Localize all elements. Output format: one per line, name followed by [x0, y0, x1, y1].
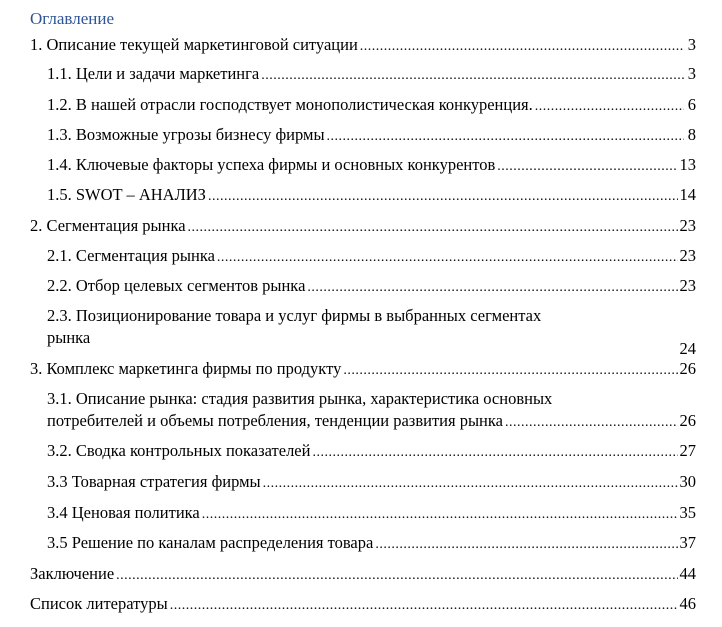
- toc-entry-label: 3.3 Товарная стратегия фирмы: [47, 472, 261, 491]
- toc-entry-page: 37: [679, 533, 696, 552]
- toc-entry-label: 1.5. SWOT – АНАЛИЗ: [47, 185, 206, 204]
- toc-entry[interactable]: [47, 124, 696, 148]
- toc-entry[interactable]: [30, 215, 696, 239]
- dot-leader: [170, 595, 678, 617]
- toc-entry-page: 44: [679, 564, 696, 583]
- toc-entry-page: 27: [679, 441, 696, 460]
- toc-entry[interactable]: [30, 593, 696, 617]
- toc-entry-label: Заключение: [30, 564, 115, 583]
- toc-entry-label-line1: 3.1. Описание рынка: стадия развития рынка, характеристика основных: [47, 389, 553, 408]
- toc-title: Оглавление: [30, 9, 114, 28]
- toc-entry-label: 1.2. В нашей отрасли господствует монополистическая конкуренция.: [47, 95, 533, 114]
- toc-entry-page: 46: [679, 594, 696, 613]
- toc-entry[interactable]: [47, 440, 696, 464]
- toc-entry[interactable]: [47, 63, 696, 87]
- dot-leader: [202, 504, 678, 526]
- toc-entry-label: 3.2. Сводка контрольных показателей: [47, 441, 311, 460]
- dot-leader: [505, 412, 678, 434]
- toc-entry-page: 23: [679, 246, 696, 265]
- toc-entry-label: Список литературы: [30, 594, 168, 613]
- toc-entry[interactable]: [47, 184, 696, 208]
- toc-entry-page: 3: [687, 64, 696, 83]
- toc-entry-page: 3: [687, 35, 696, 54]
- dot-leader: [263, 473, 678, 495]
- toc-entry-label: 1. Описание текущей маркетинговой ситуации: [30, 35, 358, 54]
- toc-entry-page: 14: [679, 185, 696, 204]
- toc-entry[interactable]: [47, 275, 696, 299]
- toc-entry[interactable]: [47, 154, 696, 178]
- dot-leader: [116, 565, 677, 587]
- toc-entry-label-line1: 2.3. Позиционирование товара и услуг фирмы в выбранных сегментах: [47, 306, 542, 325]
- toc-entry[interactable]: [47, 532, 696, 556]
- toc-entry-label: 1.4. Ключевые факторы успеха фирмы и основных конкурентов: [47, 155, 496, 174]
- toc-entry-page: 26: [679, 359, 696, 378]
- toc-entry-page: 23: [679, 276, 696, 295]
- toc-entry[interactable]: [30, 358, 696, 382]
- toc-entry[interactable]: [47, 388, 696, 434]
- dot-leader: [343, 360, 677, 382]
- dot-leader: [188, 217, 678, 239]
- dot-leader: [327, 126, 684, 148]
- dot-leader: [375, 534, 677, 556]
- toc-entry-label: 3. Комплекс маркетинга фирмы по продукту: [30, 359, 342, 378]
- toc-entry[interactable]: [30, 563, 696, 587]
- toc-entry-label: потребителей и объемы потребления, тенденции развития рынка: [47, 411, 503, 430]
- toc-entry-label: 2. Сегментация рынка: [30, 216, 186, 235]
- dot-leader: [208, 186, 678, 208]
- toc-entry-page: 35: [679, 503, 696, 522]
- toc-entry-label: 2.2. Отбор целевых сегментов рынка: [47, 276, 306, 295]
- toc-entry[interactable]: [47, 94, 696, 118]
- toc-entry[interactable]: [47, 245, 696, 269]
- toc-entry[interactable]: [30, 34, 696, 58]
- toc-entry-label: рынка: [47, 328, 91, 347]
- dot-leader: [312, 442, 677, 464]
- toc-entry-label: 1.1. Цели и задачи маркетинга: [47, 64, 260, 83]
- toc-entry-label: 3.4 Ценовая политика: [47, 503, 200, 522]
- dot-leader: [307, 277, 677, 299]
- toc-entry-page: 26: [679, 411, 696, 430]
- toc-entry[interactable]: [47, 502, 696, 526]
- dot-leader: [217, 247, 678, 269]
- toc-entry-label: 1.3. Возможные угрозы бизнесу фирмы: [47, 125, 325, 144]
- toc-entry[interactable]: [47, 471, 696, 495]
- toc-entry-page: 8: [687, 125, 696, 144]
- dot-leader: [497, 156, 677, 178]
- dot-leader: [360, 36, 684, 58]
- toc-entry-label: 3.5 Решение по каналам распределения товара: [47, 533, 374, 552]
- toc-entry-page: 23: [679, 216, 696, 235]
- toc-entry-page: 6: [687, 95, 696, 114]
- dot-leader: [261, 65, 684, 87]
- toc-entry[interactable]: [47, 305, 696, 358]
- toc-entry-label: 2.1. Сегментация рынка: [47, 246, 215, 265]
- dot-leader: [535, 96, 684, 118]
- toc-entry-page: 30: [679, 472, 696, 491]
- toc-entry-page: 24: [679, 339, 696, 358]
- toc-entry-page: 13: [679, 155, 696, 174]
